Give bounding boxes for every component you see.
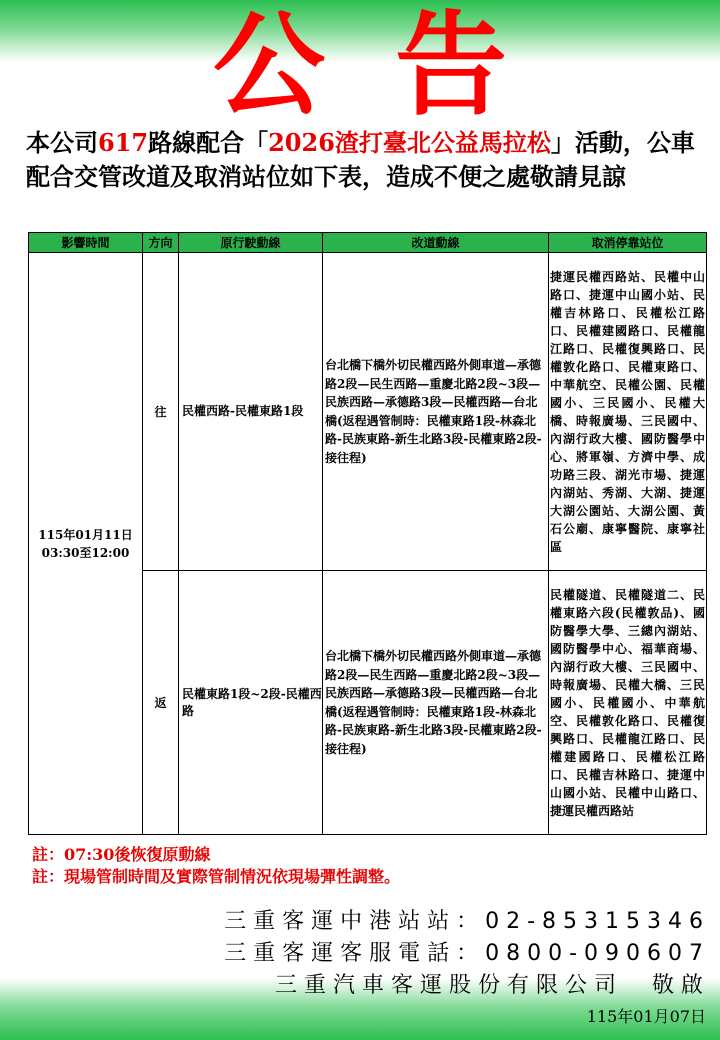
direction-outbound: 往 bbox=[143, 253, 179, 571]
cancelled-stops-return: 民權隧道、民權隧道二、民權東路六段(民權敦品)、國防醫學大學、三總內湖站、國防醫學中心、福華商場、內湖行政大樓、三民國中、時報廣場、民權大橋、三民國小、民權國小、中華航空、民權敦化路口、民權復興路口、民權龍江路口、民權建國路口、民權松江路口、民權吉林路口、捷運中山國小站、民權中山路口、捷運民權西路站 bbox=[549, 571, 707, 835]
original-route-return: 民權東路1段~2段-民權西路 bbox=[179, 571, 323, 835]
header-original-route: 原行駛動線 bbox=[179, 233, 323, 253]
note-flexible-control: 註：現場管制時間及實際管制情況依現場彈性調整。 bbox=[32, 867, 401, 886]
route-change-table bbox=[28, 232, 707, 835]
header-detour-route: 改道動線 bbox=[323, 233, 549, 253]
affected-hours: 03:30至12:00 bbox=[41, 545, 130, 560]
notice-title: 公告 bbox=[213, 1, 577, 131]
notice-intro bbox=[26, 126, 706, 194]
table-header-row bbox=[29, 233, 707, 253]
service-phone: 三重客運客服電話：0800-090607 bbox=[224, 941, 710, 966]
affected-time-cell bbox=[29, 253, 143, 835]
cancelled-stops-outbound: 捷運民權西路站、民權中山路口、捷運中山國小站、民權吉林路口、民權松江路口、民權建國路口、民權龍江路口、民權復興路口、民權敦化路口、民權東路口、中華航空、民權公園、民權國小、三民國小、民權大橋、時報廣場、三民國中、內湖行政大樓、國防醫學中心、將軍嶺、方濟中學、成功路三段、湖光市場、捷運內湖站、秀湖、大湖、捷運大湖公園站、大湖公園、黃石公廟、康寧醫院、康寧社區 bbox=[549, 253, 707, 571]
direction-return: 返 bbox=[143, 571, 179, 835]
route-number: 617 bbox=[98, 128, 149, 157]
affected-date: 115年01月11日 bbox=[38, 527, 133, 542]
event-name: 2026渣打臺北公益馬拉松 bbox=[268, 128, 551, 157]
header-cancelled-stops: 取消停靠站位 bbox=[549, 233, 707, 253]
notice-date: 115年01月07日 bbox=[586, 1007, 706, 1026]
intro-text-post: 」活動，公車配合交管改道及取消站位如下表，造成不便之處敬請見諒 bbox=[26, 128, 695, 191]
header-time: 影響時間 bbox=[29, 233, 143, 253]
station-phone: 三重客運中港站站：02-85315346 bbox=[224, 909, 710, 934]
notes-block bbox=[32, 844, 712, 888]
table-row-outbound bbox=[29, 253, 707, 571]
intro-text-pre: 本公司 bbox=[26, 128, 98, 157]
intro-text-mid: 路線配合「 bbox=[148, 128, 269, 157]
detour-route-return: 台北橋下橋外切民權西路外側車道—承德路2段—民生西路—重慶北路2段~3段—民族西路—承德路3段—民權西路—台北橋(返程遇管制時：民權東路1段-林森北路-民族東路-新生北路3段-民權東路2段-接往程) bbox=[323, 571, 549, 835]
note-restore-time: 註：07:30後恢復原動線 bbox=[32, 845, 211, 864]
header-direction: 方向 bbox=[143, 233, 179, 253]
company-signature: 三重汽車客運股份有限公司 敬啟 bbox=[274, 973, 710, 998]
original-route-outbound: 民權西路-民權東路1段 bbox=[179, 253, 323, 571]
detour-route-outbound: 台北橋下橋外切民權西路外側車道—承德路2段—民生西路—重慶北路2段~3段—民族西路—承德路3段—民權西路—台北橋(返程遇管制時：民權東路1段-林森北路-民族東路-新生北路3段-民權東路2段-接往程) bbox=[323, 253, 549, 571]
